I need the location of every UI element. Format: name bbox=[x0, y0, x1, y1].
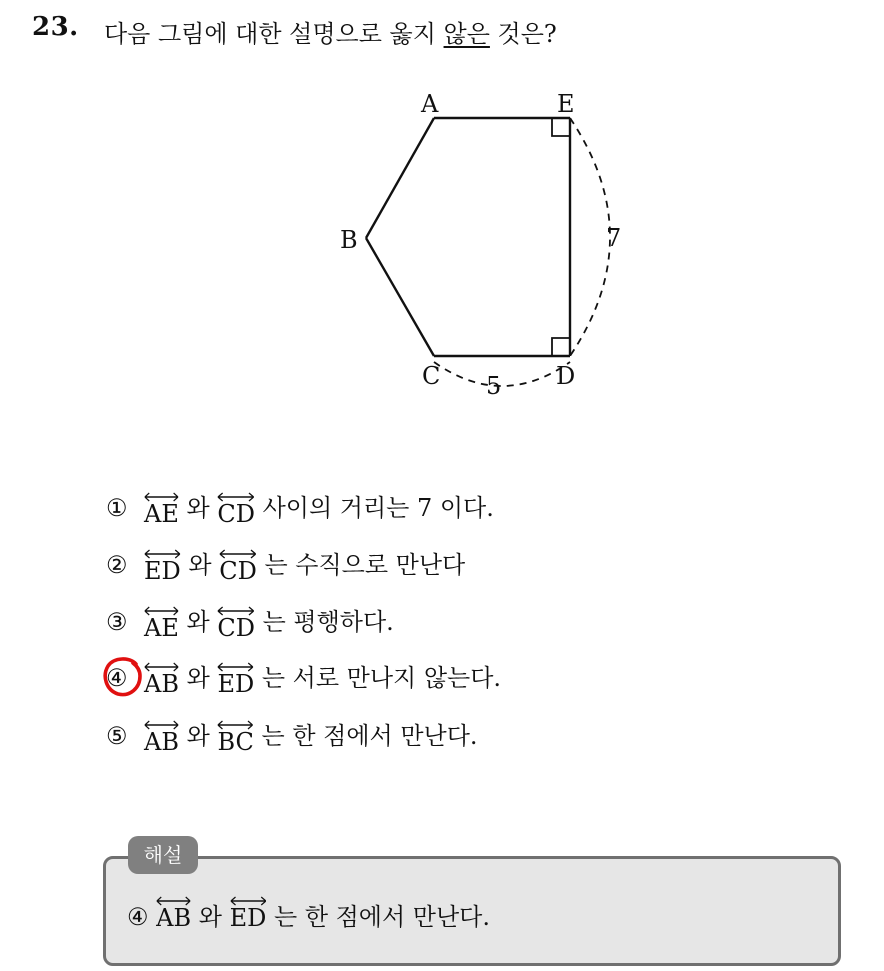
line-name: CD bbox=[219, 557, 257, 585]
arc-cd bbox=[434, 362, 570, 386]
line-name: CD bbox=[217, 500, 255, 528]
line-symbol bbox=[144, 662, 179, 698]
choice-rest: 는 평행하다. bbox=[262, 608, 394, 636]
length-cd: 5 bbox=[486, 372, 502, 400]
choice-number: ③ bbox=[106, 608, 128, 636]
line-name: CD bbox=[217, 614, 255, 642]
solution-tab: 해설 bbox=[128, 836, 198, 874]
double-arrow-icon bbox=[217, 662, 254, 672]
joiner: 와 bbox=[186, 608, 210, 636]
line-name: ED bbox=[144, 557, 181, 585]
question-text-underlined: 않은 bbox=[443, 20, 490, 48]
question-text-before: 다음 그림에 대한 설명으로 옳지 bbox=[104, 20, 444, 48]
line-name: AB bbox=[144, 670, 179, 698]
double-arrow-icon bbox=[156, 896, 191, 906]
vertex-a: A bbox=[421, 90, 439, 118]
line-symbol bbox=[144, 492, 179, 528]
pentagon-figure bbox=[0, 0, 884, 440]
line-symbol bbox=[144, 606, 179, 642]
vertex-b: B bbox=[340, 226, 358, 254]
line-symbol bbox=[217, 492, 255, 528]
line-symbol bbox=[144, 549, 181, 585]
choice-rest: 는 서로 만나지 않는다. bbox=[261, 664, 502, 692]
double-arrow-icon bbox=[144, 720, 179, 730]
vertex-e: E bbox=[557, 90, 575, 118]
right-angle-marks bbox=[552, 118, 570, 356]
dimension-arcs bbox=[434, 118, 610, 386]
choice-rest: 사이의 거리는 7 이다. bbox=[262, 494, 494, 522]
double-arrow-icon bbox=[219, 549, 257, 559]
joiner: 와 bbox=[186, 494, 210, 522]
vertex-c: C bbox=[422, 362, 441, 390]
edge-ab bbox=[366, 118, 434, 238]
line-name: AB bbox=[144, 728, 179, 756]
line-symbol bbox=[217, 720, 253, 756]
line-symbol bbox=[217, 606, 255, 642]
double-arrow-icon bbox=[217, 720, 253, 730]
line-symbol bbox=[144, 720, 179, 756]
choice-4[interactable] bbox=[106, 658, 501, 698]
double-arrow-icon bbox=[144, 549, 181, 559]
choice-number: ① bbox=[106, 494, 128, 522]
line-name: AB bbox=[156, 904, 192, 932]
choice-rest: 는 한 점에서 만난다. bbox=[261, 722, 478, 750]
line-symbol bbox=[156, 896, 191, 932]
solution-rest: 는 한 점에서 만난다. bbox=[274, 903, 490, 931]
line-name: ED bbox=[217, 670, 255, 698]
choice-1[interactable] bbox=[106, 488, 494, 528]
double-arrow-icon bbox=[217, 606, 255, 616]
choice-number: ④ bbox=[106, 664, 128, 692]
double-arrow-icon bbox=[217, 492, 255, 502]
choice-number: ⑤ bbox=[106, 722, 128, 750]
choice-5[interactable] bbox=[106, 716, 478, 756]
choice-2[interactable] bbox=[106, 545, 465, 585]
edge-bc bbox=[366, 238, 434, 356]
right-angle-d bbox=[552, 338, 570, 356]
choice-number: ② bbox=[106, 551, 128, 579]
line-name: AE bbox=[144, 614, 179, 642]
choice-3[interactable] bbox=[106, 602, 394, 642]
joiner: 와 bbox=[188, 551, 212, 579]
solution-number: ④ bbox=[127, 903, 149, 931]
joiner: 와 bbox=[186, 722, 210, 750]
double-arrow-icon bbox=[144, 606, 179, 616]
line-name: AE bbox=[144, 500, 179, 528]
double-arrow-icon bbox=[144, 492, 179, 502]
double-arrow-icon bbox=[144, 662, 179, 672]
right-angle-e bbox=[552, 118, 570, 136]
line-symbol bbox=[217, 662, 254, 698]
arc-ed bbox=[570, 118, 610, 356]
solution-text bbox=[127, 896, 490, 932]
line-name: ED bbox=[229, 904, 267, 932]
length-ed: 7 bbox=[606, 224, 622, 252]
joiner: 와 bbox=[198, 903, 222, 931]
double-arrow-icon bbox=[230, 896, 267, 906]
pentagon-edges bbox=[366, 118, 570, 356]
question-number: 23. bbox=[32, 12, 79, 42]
choice-rest: 는 수직으로 만난다 bbox=[264, 551, 466, 579]
joiner: 와 bbox=[186, 664, 210, 692]
line-name: BC bbox=[217, 728, 254, 756]
line-symbol bbox=[230, 896, 267, 932]
question-text-after: 것은? bbox=[489, 20, 557, 48]
line-symbol bbox=[219, 549, 257, 585]
answer-mark-circle bbox=[100, 654, 144, 698]
vertex-d: D bbox=[556, 362, 576, 390]
